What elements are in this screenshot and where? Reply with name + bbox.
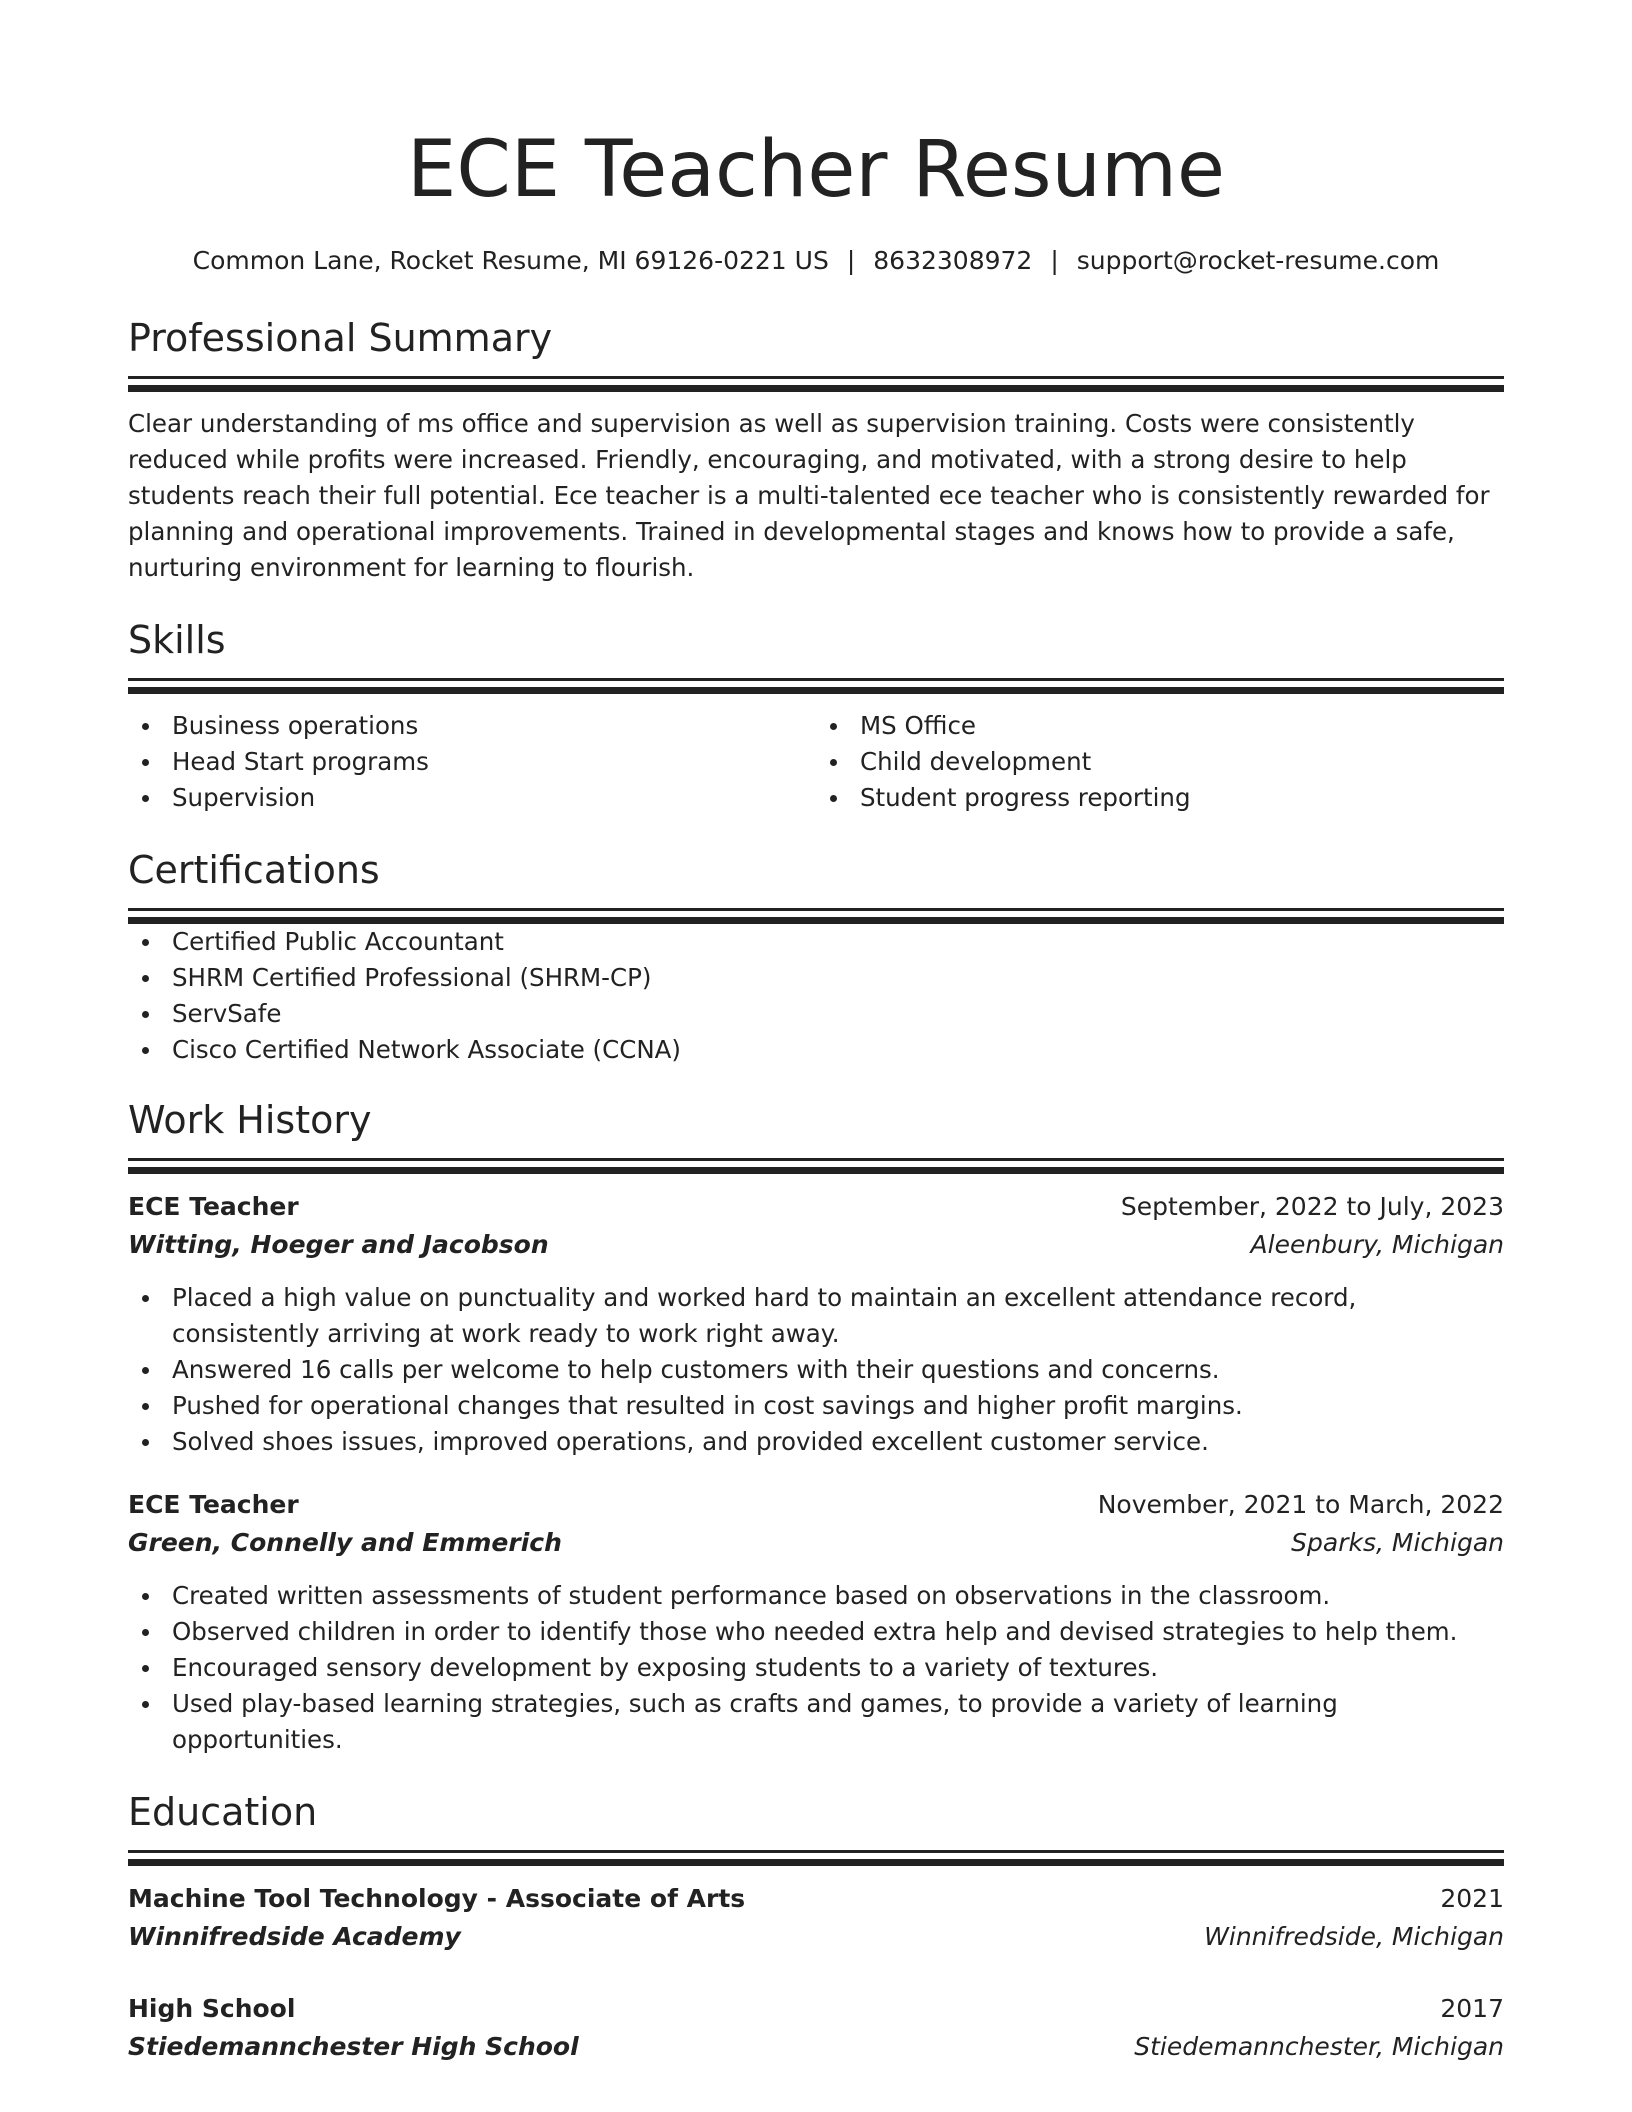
skills-section xyxy=(128,616,1504,816)
section-rule-thick xyxy=(128,1859,1504,1866)
job-header-row xyxy=(128,1188,1504,1226)
job-dates: November, 2021 to March, 2022 xyxy=(1097,1490,1504,1519)
education-school: Stiedemannchester High School xyxy=(128,2032,579,2061)
education-school: Winnifredside Academy xyxy=(128,1922,461,1951)
certifications-section xyxy=(128,846,1504,1068)
job-duty: Created written assessments of student performance based on observations in the classroom. xyxy=(128,1578,1504,1614)
job-location: Sparks, Michigan xyxy=(1291,1528,1504,1557)
education-location: Stiedemannchester, Michigan xyxy=(1134,2032,1504,2061)
section-rule-thick xyxy=(128,385,1504,392)
job-duties-list xyxy=(128,1578,1504,1758)
certification-item: Certified Public Accountant xyxy=(128,924,1504,960)
contact-email[interactable]: support@rocket-resume.com xyxy=(1076,246,1440,275)
job-header-row xyxy=(128,1486,1504,1524)
work-history-heading: Work History xyxy=(128,1098,372,1142)
education-year: 2021 xyxy=(1440,1884,1504,1913)
job-duty: Used play-based learning strategies, such as crafts and games, to provide a variety of learning opportunities. xyxy=(128,1686,1504,1758)
education-year: 2017 xyxy=(1440,1994,1504,2023)
education-school-row xyxy=(128,2028,1504,2066)
summary-heading: Professional Summary xyxy=(128,316,553,360)
education-heading: Education xyxy=(128,1790,318,1834)
job-company-row xyxy=(128,1226,1504,1264)
section-rule xyxy=(128,1850,1504,1853)
job-location: Aleenbury, Michigan xyxy=(1250,1230,1504,1259)
job-title: ECE Teacher xyxy=(128,1192,299,1221)
education-degree: High School xyxy=(128,1994,296,2023)
contact-phone: 8632308972 xyxy=(873,246,1033,275)
certifications-list xyxy=(128,924,1504,1068)
skills-grid xyxy=(128,708,1504,816)
education-school-row xyxy=(128,1918,1504,1956)
section-rule xyxy=(128,376,1504,379)
skill-item: Student progress reporting xyxy=(816,780,1504,816)
certifications-heading: Certifications xyxy=(128,848,380,892)
section-rule xyxy=(128,678,1504,681)
certification-item: SHRM Certified Professional (SHRM-CP) xyxy=(128,960,1504,996)
contact-line xyxy=(128,244,1504,278)
skills-list-left xyxy=(128,708,816,816)
job-company: Green, Connelly and Emmerich xyxy=(128,1528,562,1557)
job-duty: Encouraged sensory development by exposing students to a variety of textures. xyxy=(128,1650,1504,1686)
skills-list-right xyxy=(816,708,1504,816)
job-company: Witting, Hoeger and Jacobson xyxy=(128,1230,549,1259)
education-degree: Machine Tool Technology - Associate of Arts xyxy=(128,1884,746,1913)
job-duty: Answered 16 calls per welcome to help customers with their questions and concerns. xyxy=(128,1352,1504,1388)
skill-item: Head Start programs xyxy=(128,744,816,780)
education-header-row xyxy=(128,1880,1504,1918)
section-rule xyxy=(128,908,1504,911)
job-entry xyxy=(128,1486,1504,1758)
certification-item: Cisco Certified Network Associate (CCNA) xyxy=(128,1032,1504,1068)
job-title: ECE Teacher xyxy=(128,1490,299,1519)
section-rule xyxy=(128,1158,1504,1161)
skills-heading: Skills xyxy=(128,618,226,662)
certification-item: ServSafe xyxy=(128,996,1504,1032)
job-duty: Observed children in order to identify those who needed extra help and devised strategies to help them. xyxy=(128,1614,1504,1650)
education-header-row xyxy=(128,1990,1504,2028)
contact-separator: | xyxy=(846,246,856,275)
skill-item: Supervision xyxy=(128,780,816,816)
skill-item: Business operations xyxy=(128,708,816,744)
job-duties-list xyxy=(128,1280,1504,1460)
education-entry xyxy=(128,1990,1504,2066)
section-rule-thick xyxy=(128,1167,1504,1174)
education-section xyxy=(128,1788,1504,2066)
work-history-section xyxy=(128,1096,1504,1758)
skill-item: Child development xyxy=(816,744,1504,780)
job-duty: Pushed for operational changes that resulted in cost savings and higher profit margins. xyxy=(128,1388,1504,1424)
job-dates: September, 2022 to July, 2023 xyxy=(1120,1192,1504,1221)
education-entry xyxy=(128,1880,1504,1956)
section-rule-thick xyxy=(128,687,1504,694)
contact-address: Common Lane, Rocket Resume, MI 69126-0221 US xyxy=(192,246,829,275)
summary-text: Clear understanding of ms office and supervision as well as supervision training. Costs were consistently reduced while profits were increased. Friendly, encouraging, and motivated, with a strong desire to help students reach their full potential. Ece teacher is a multi-talented ece teacher who is consistently rewarded for planning and operational improvements. Trained in developmental stages and knows how to provide a safe, nurturing environment for learning to flourish. xyxy=(128,409,1490,582)
summary-section xyxy=(128,314,1504,586)
education-location: Winnifredside, Michigan xyxy=(1204,1922,1504,1951)
skill-item: MS Office xyxy=(816,708,1504,744)
resume-title: ECE Teacher Resume xyxy=(407,125,1225,215)
job-entry xyxy=(128,1188,1504,1460)
job-duty: Placed a high value on punctuality and worked hard to maintain an excellent attendance record, consistently arriving at work ready to work right away. xyxy=(128,1280,1504,1352)
section-rule-thick xyxy=(128,917,1504,924)
job-duty: Solved shoes issues, improved operations, and provided excellent customer service. xyxy=(128,1424,1504,1460)
job-company-row xyxy=(128,1524,1504,1562)
contact-separator: | xyxy=(1050,246,1059,275)
